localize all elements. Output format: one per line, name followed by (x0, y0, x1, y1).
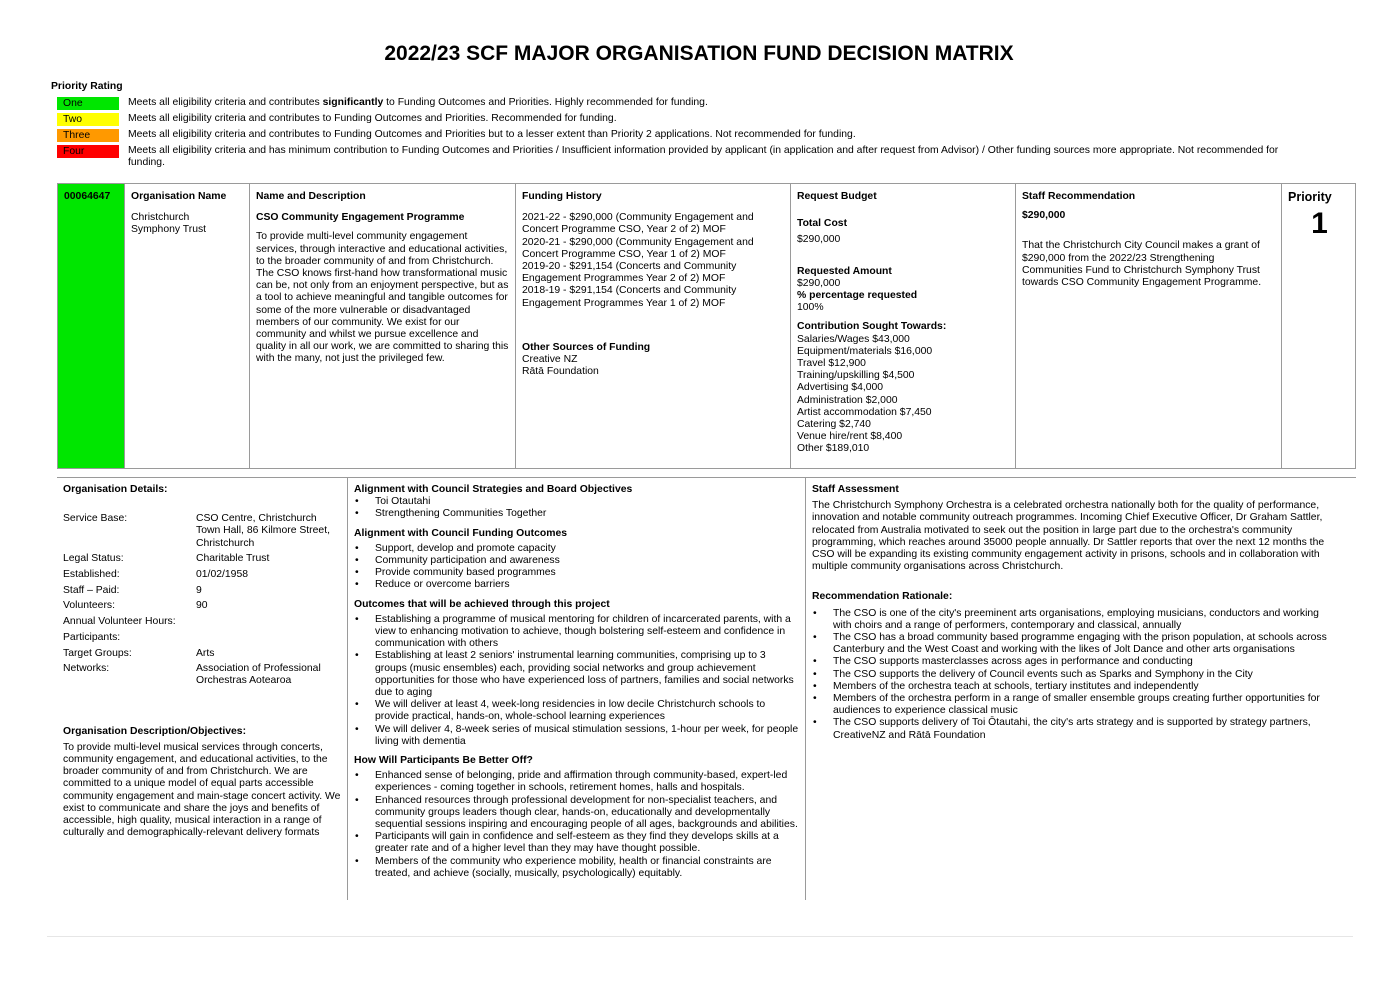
legend-row-three (57, 129, 1317, 142)
detail-row: Legal Status: Charitable Trust (63, 553, 270, 565)
funding-outcomes-list (354, 543, 800, 592)
staff-assessment-text: The Christchurch Symphony Orchestra is a celebrated orchestra nationally both for the quality of performance, innovation and notable community outreach programmes. Incoming Chief Executive Officer, Dr Graham Sattler, relocated from Australia motivated to seek out the position in large part due to the orchestra's community programming, which reaches around 35000 people annually. Dr Sattler reports that over the next 12 months the CSO will be expanding its existing community engagement activity in prisons, schools and in collaboration with multiple community organisations across Christchurch. (812, 500, 1325, 573)
staff-recommendation-cell (1016, 184, 1282, 468)
recommendation-rationale-header: Recommendation Rationale: (812, 591, 953, 603)
column-divider-left (347, 478, 348, 900)
outcomes-achieved-header: Outcomes that will be achieved through this project (354, 598, 610, 610)
page-title: 2022/23 SCF MAJOR ORGANISATION FUND DECISION MATRIX (384, 42, 1014, 65)
organisation-name-cell (125, 184, 250, 468)
list-item: • The CSO supports the delivery of Council events such as Sparks and Symphony in the City (812, 669, 1340, 681)
priority-one-text: Meets all eligibility criteria and contributes significantly to Funding Outcomes and Priorities. Highly recommended for funding. (128, 97, 708, 108)
legend-row-two (57, 113, 1317, 126)
contribution-item: Venue hire/rent $8,400 (797, 431, 903, 443)
list-item: • Community participation and awareness (354, 555, 800, 567)
list-item: • The CSO supports delivery of Toi Ōtautahi, the city's arts strategy and is supported by strategy partners, CreativeNZ and Rātā Foundation (812, 717, 1340, 741)
list-item: • Participants will gain in confidence and self-esteem as they find they develops skills at a greater rate and of a higher level than they may have thought possible. (354, 831, 800, 855)
list-item: • Members of the orchestra teach at schools, tertiary institutes and independently (812, 681, 1340, 693)
priority-four-swatch: Four (57, 145, 119, 158)
name-description-cell (250, 184, 516, 468)
requested-amount-label: Requested Amount (797, 265, 892, 277)
project-description-1: To provide multi-level community engagement services, through interactive and educational activities, to the broader community of and from Christchurch. (256, 231, 508, 267)
staff-recommendation-text: That the Christchurch City Council makes a grant of $290,000 from the 2022/23 Strengthening Communities Fund to Christchurch Symphony Trust towards CSO Community Engagement Programme. (1022, 240, 1262, 289)
staff-recommendation-header: Staff Recommendation (1022, 191, 1136, 202)
contribution-item: Administration $2,000 (797, 394, 898, 406)
priority-one-swatch: One (57, 97, 119, 110)
list-item: • Reduce or overcome barriers (354, 579, 800, 591)
list-item: • Support, develop and promote capacity (354, 543, 800, 555)
organisation-details (63, 484, 343, 839)
contribution-item: Equipment/materials $16,000 (797, 345, 933, 357)
list-item: • Establishing a programme of musical mentoring for children of incarcerated parents, with a view to enhancing motivation to achieve, though bolstering self-esteem and confidence in communication with others (354, 614, 800, 651)
rationale-list (812, 608, 1340, 742)
total-cost-label: Total Cost (797, 218, 848, 230)
priority-rating-legend (57, 97, 1317, 172)
funding-history-item: 2021-22 - $290,000 (Community Engagement and Concert Programme CSO, Year 2 of 2) MOF (522, 212, 754, 236)
requested-amount-value: $290,000 (797, 277, 841, 289)
outcomes-achieved-list (354, 614, 800, 748)
contribution-item: Catering $2,740 (797, 419, 871, 431)
detail-row: Annual Volunteer Hours: (63, 616, 176, 628)
application-id-cell (58, 184, 125, 468)
list-item: • We will deliver 4, 8-week series of musical stimulation sessions, 1-hour per week, for people living with dementia (354, 724, 800, 748)
priority-value: 1 (1311, 207, 1328, 241)
alignment-section (354, 484, 800, 880)
organisation-description-text: To provide multi-level musical services through concerts, community engagement, and educational activities, to the broader community of and from Christchurch. We are committed to a unique model of equal parts accessible community engagement and main-stage concert activity. We exist to communicate and share the joys and benefits of accessible, high quality, musical interaction in a range of culturally and demographically-relevant delivery formats (63, 741, 341, 839)
detail-row: Networks: Association of Professional Orchestras Aotearoa (63, 663, 321, 687)
name-description-header: Name and Description (256, 191, 366, 202)
list-item: • We will deliver at least 4, week-long residencies in low decile Christchurch schools to provide practical, hands-on, whole-school learning experiences (354, 699, 800, 723)
better-off-header: How Will Participants Be Better Off? (354, 755, 533, 767)
staff-recommendation-amount: $290,000 (1022, 210, 1066, 222)
total-cost-value: $290,000 (797, 234, 841, 246)
contribution-item: Salaries/Wages $43,000 (797, 333, 910, 345)
legend-row-four (57, 145, 1317, 169)
strategies-header: Alignment with Council Strategies and Board Objectives (354, 484, 633, 495)
legend-row-one (57, 97, 1317, 110)
list-item: • Strengthening Communities Together (354, 508, 800, 520)
funding-history-header: Funding History (522, 191, 602, 202)
list-item: • The CSO is one of the city's preeminent arts organisations, employing musicians, conductors and working with choirs and a range of performers, contemporary and classical, annually (812, 608, 1340, 632)
application-id: 00064647 (64, 191, 111, 202)
application-summary-table (57, 183, 1356, 469)
priority-three-text: Meets all eligibility criteria and contributes to Funding Outcomes and Priorities but to a lesser extent than Priority 2 applications. Not recommended for funding. (128, 129, 856, 140)
funding-history-item: 2019-20 - $291,154 (Concerts and Community Engagement Programmes Year 2 of 2) MOF (522, 261, 737, 285)
staff-assessment-section (812, 484, 1340, 742)
funding-outcomes-header: Alignment with Council Funding Outcomes (354, 527, 567, 539)
detail-row: Target Groups: Arts (63, 647, 215, 659)
priority-header: Priority (1288, 190, 1332, 204)
strategies-list (354, 496, 800, 520)
detail-row: Volunteers: 90 (63, 600, 208, 612)
priority-three-swatch: Three (57, 129, 119, 142)
contribution-item: Other $189,010 (797, 443, 870, 455)
contribution-item: Training/upskilling $4,500 (797, 370, 915, 382)
better-off-list (354, 770, 800, 880)
funding-history-cell (516, 184, 791, 468)
percentage-value: 100% (797, 302, 824, 314)
list-item: • Provide community based programmes (354, 567, 800, 579)
funding-history-item: 2020-21 - $290,000 (Community Engagement and Concert Programme CSO, Year 1 of 2) MOF (522, 236, 754, 260)
organisation-name-header: Organisation Name (131, 191, 227, 202)
organisation-description-header: Organisation Description/Objectives: (63, 725, 247, 737)
priority-rating-heading: Priority Rating (51, 81, 123, 92)
list-item: • Members of the orchestra perform in a range of smaller ensemble groups creating further opportunities for audiences to experience classical music (812, 693, 1340, 717)
organisation-name: Christchurch Symphony Trust (131, 212, 207, 236)
contribution-label: Contribution Sought Towards: (797, 321, 947, 333)
organisation-details-header: Organisation Details: (63, 484, 168, 495)
staff-assessment-header: Staff Assessment (812, 484, 899, 495)
detail-row: Staff – Paid: 9 (63, 584, 202, 596)
contribution-item: Artist accommodation $7,450 (797, 406, 932, 418)
detail-row: Established: 01/02/1958 (63, 569, 249, 581)
contribution-item: Advertising $4,000 (797, 382, 884, 394)
priority-cell (1282, 184, 1357, 468)
other-sources-header: Other Sources of Funding (522, 341, 651, 353)
funding-history-item: 2018-19 - $291,154 (Concerts and Community Engagement Programmes Year 1 of 2) MOF (522, 285, 737, 309)
contribution-item: Travel $12,900 (797, 358, 866, 370)
priority-two-swatch: Two (57, 113, 119, 126)
column-divider-right (805, 478, 806, 900)
detail-row: Participants: (63, 631, 121, 643)
percentage-label: % percentage requested (797, 290, 918, 302)
list-item: • The CSO supports masterclasses across ages in performance and conducting (812, 656, 1340, 668)
request-budget-header: Request Budget (797, 191, 877, 202)
footer-divider (47, 936, 1353, 937)
list-item: • Members of the community who experience mobility, health or financial constraints are treated, and achieve (socially, musically, psychologically) equitably. (354, 856, 800, 880)
other-source-item: Rātā Foundation (522, 366, 599, 378)
priority-two-text: Meets all eligibility criteria and contributes to Funding Outcomes and Priorities. Recommended for funding. (128, 113, 617, 124)
detail-row: Service Base: CSO Centre, Christchurch Town Hall, 86 Kilmore Street, Christchurch (63, 513, 330, 549)
list-item: • Enhanced resources through professional development for non-specialist teachers, and community groups leaders though clear, hands-on, educationally and developmentally sequential sessions inspiring and encouraging people of all ages, backgrounds and abilities. (354, 795, 800, 832)
project-description-2: The CSO knows first-hand how transformational music can be, not only from an enjoyment perspective, but as a tool to achieve meaningful and tangible outcomes for some of the more vulnerable or disadvantaged members of our community. We exist for our community and whilst we pursue excellence and quality in all our work, we are committed to sharing this with the many, not just the privileged few. (256, 268, 509, 365)
list-item: • The CSO has a broad community based programme engaging with the prison population, at schools across Canterbury and the West Coast and working with the likes of Jolt Dance and other arts organisations (812, 632, 1340, 656)
request-budget-cell (791, 184, 1016, 468)
project-name: CSO Community Engagement Programme (256, 212, 465, 224)
list-item: • Toi Otautahi (354, 496, 800, 508)
list-item: • Establishing at least 2 seniors' instrumental learning communities, comprising up to 3 groups (music ensembles) each, providing social networks and group achievement opportunities for those who have experienced loss of partners, families and social networks due to aging (354, 650, 800, 699)
list-item: • Enhanced sense of belonging, pride and affirmation through community-based, expert-led experiences - coming together in schools, retirement homes, halls and hospitals. (354, 770, 800, 794)
section-divider (57, 477, 1356, 478)
other-source-item: Creative NZ (522, 354, 578, 366)
priority-four-text: Meets all eligibility criteria and has minimum contribution to Funding Outcomes and Priorities / Insufficient information provided by applicant (in application and after request from Advisor) / Other funding sources more appropriate. Not recommended for funding. (128, 145, 1279, 168)
